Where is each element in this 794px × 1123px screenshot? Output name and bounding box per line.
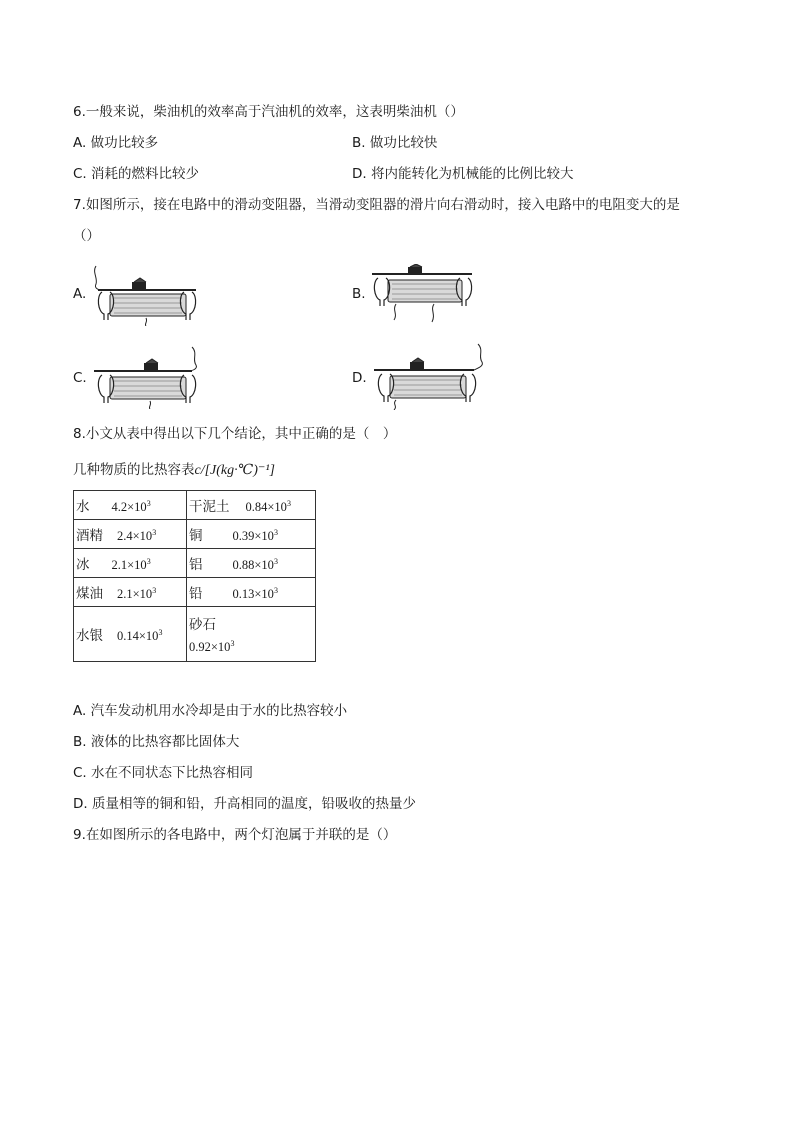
substance-name: 煤油: [76, 586, 103, 602]
heat-value: $0.88\times 10^3$: [232, 556, 278, 572]
q7-option-b-label: B.: [352, 286, 366, 302]
substance-name: 水: [76, 499, 90, 515]
q6-stem: 6.一般来说，柴油机的效率高于汽油机的效率，这表明柴油机（）: [73, 104, 464, 120]
q8-option-d: D. 质量相等的铜和铅，升高相同的温度，铅吸收的热量少: [73, 796, 416, 812]
table-row: [74, 520, 316, 549]
table-cell: [74, 520, 187, 549]
q7-stem-cont: （）: [73, 228, 100, 244]
substance-name: 铅: [189, 586, 203, 602]
table-cell: [187, 520, 316, 549]
heat-value: $0.14\times 10^3$: [117, 627, 163, 643]
q8-option-a: A. 汽车发动机用水冷却是由于水的比热容较小: [73, 703, 348, 719]
table-row: [74, 607, 316, 662]
q8-option-c: C. 水在不同状态下比热容相同: [73, 765, 254, 781]
rheostat-d-figure: [368, 342, 488, 410]
heat-value: $2.1\times 10^3$: [111, 556, 151, 572]
q6-option-c: C. 消耗的燃料比较少: [73, 166, 200, 182]
q7-option-c-label: C.: [73, 370, 87, 386]
q8-option-b: B. 液体的比热容都比固体大: [73, 734, 240, 750]
table-cell: [74, 549, 187, 578]
heat-value: $0.39\times 10^3$: [232, 527, 278, 543]
q6-option-d: D. 将内能转化为机械能的比例比较大: [352, 166, 574, 182]
heat-value: $0.92\times 10^3$: [189, 638, 235, 655]
heat-value: $2.1\times 10^3$: [117, 585, 157, 601]
q6-option-b: B. 做功比较快: [352, 135, 438, 151]
q6-option-a: A. 做功比较多: [73, 135, 159, 151]
table-cell: [187, 549, 316, 578]
specific-heat-table: [73, 490, 316, 662]
rheostat-c-figure: [88, 345, 208, 409]
table-caption: [73, 458, 275, 483]
substance-name: 铝: [189, 557, 203, 573]
table-cell: [74, 491, 187, 520]
heat-value: $2.4\times 10^3$: [117, 527, 157, 543]
q8-stem: 8.小文从表中得出以下几个结论，其中正确的是（ ）: [73, 426, 397, 442]
table-cell: [187, 607, 316, 662]
q7-option-d-label: D.: [352, 370, 367, 386]
heat-value: $0.84\times 10^3$: [245, 498, 291, 514]
substance-name: 冰: [76, 557, 90, 573]
substance-name: 砂石: [189, 616, 216, 633]
table-row: [74, 491, 316, 520]
substance-name: 水银: [76, 628, 103, 644]
q7-stem: 7.如图所示，接在电路中的滑动变阻器，当滑动变阻器的滑片向右滑动时，接入电路中的电阻变大的是: [73, 197, 680, 213]
q9-stem: 9.在如图所示的各电路中，两个灯泡属于并联的是（）: [73, 827, 397, 843]
table-cell: [187, 578, 316, 607]
table-cell: [187, 491, 316, 520]
rheostat-a-figure: [88, 262, 208, 326]
substance-name: 铜: [189, 528, 203, 544]
heat-value: $0.13\times 10^3$: [232, 585, 278, 601]
rheostat-b-figure: [368, 264, 478, 328]
substance-name: 干泥土: [189, 499, 230, 515]
table-row: [74, 549, 316, 578]
table-cell: [74, 607, 187, 662]
substance-name: 酒精: [76, 528, 103, 544]
table-title: 几种物质的比热容表: [73, 462, 195, 478]
heat-value: $4.2\times 10^3$: [111, 498, 151, 514]
table-unit: c/[J(kg·℃)⁻¹]: [194, 463, 275, 478]
q7-option-a-label: A.: [73, 286, 87, 302]
table-cell: [74, 578, 187, 607]
table-row: [74, 578, 316, 607]
